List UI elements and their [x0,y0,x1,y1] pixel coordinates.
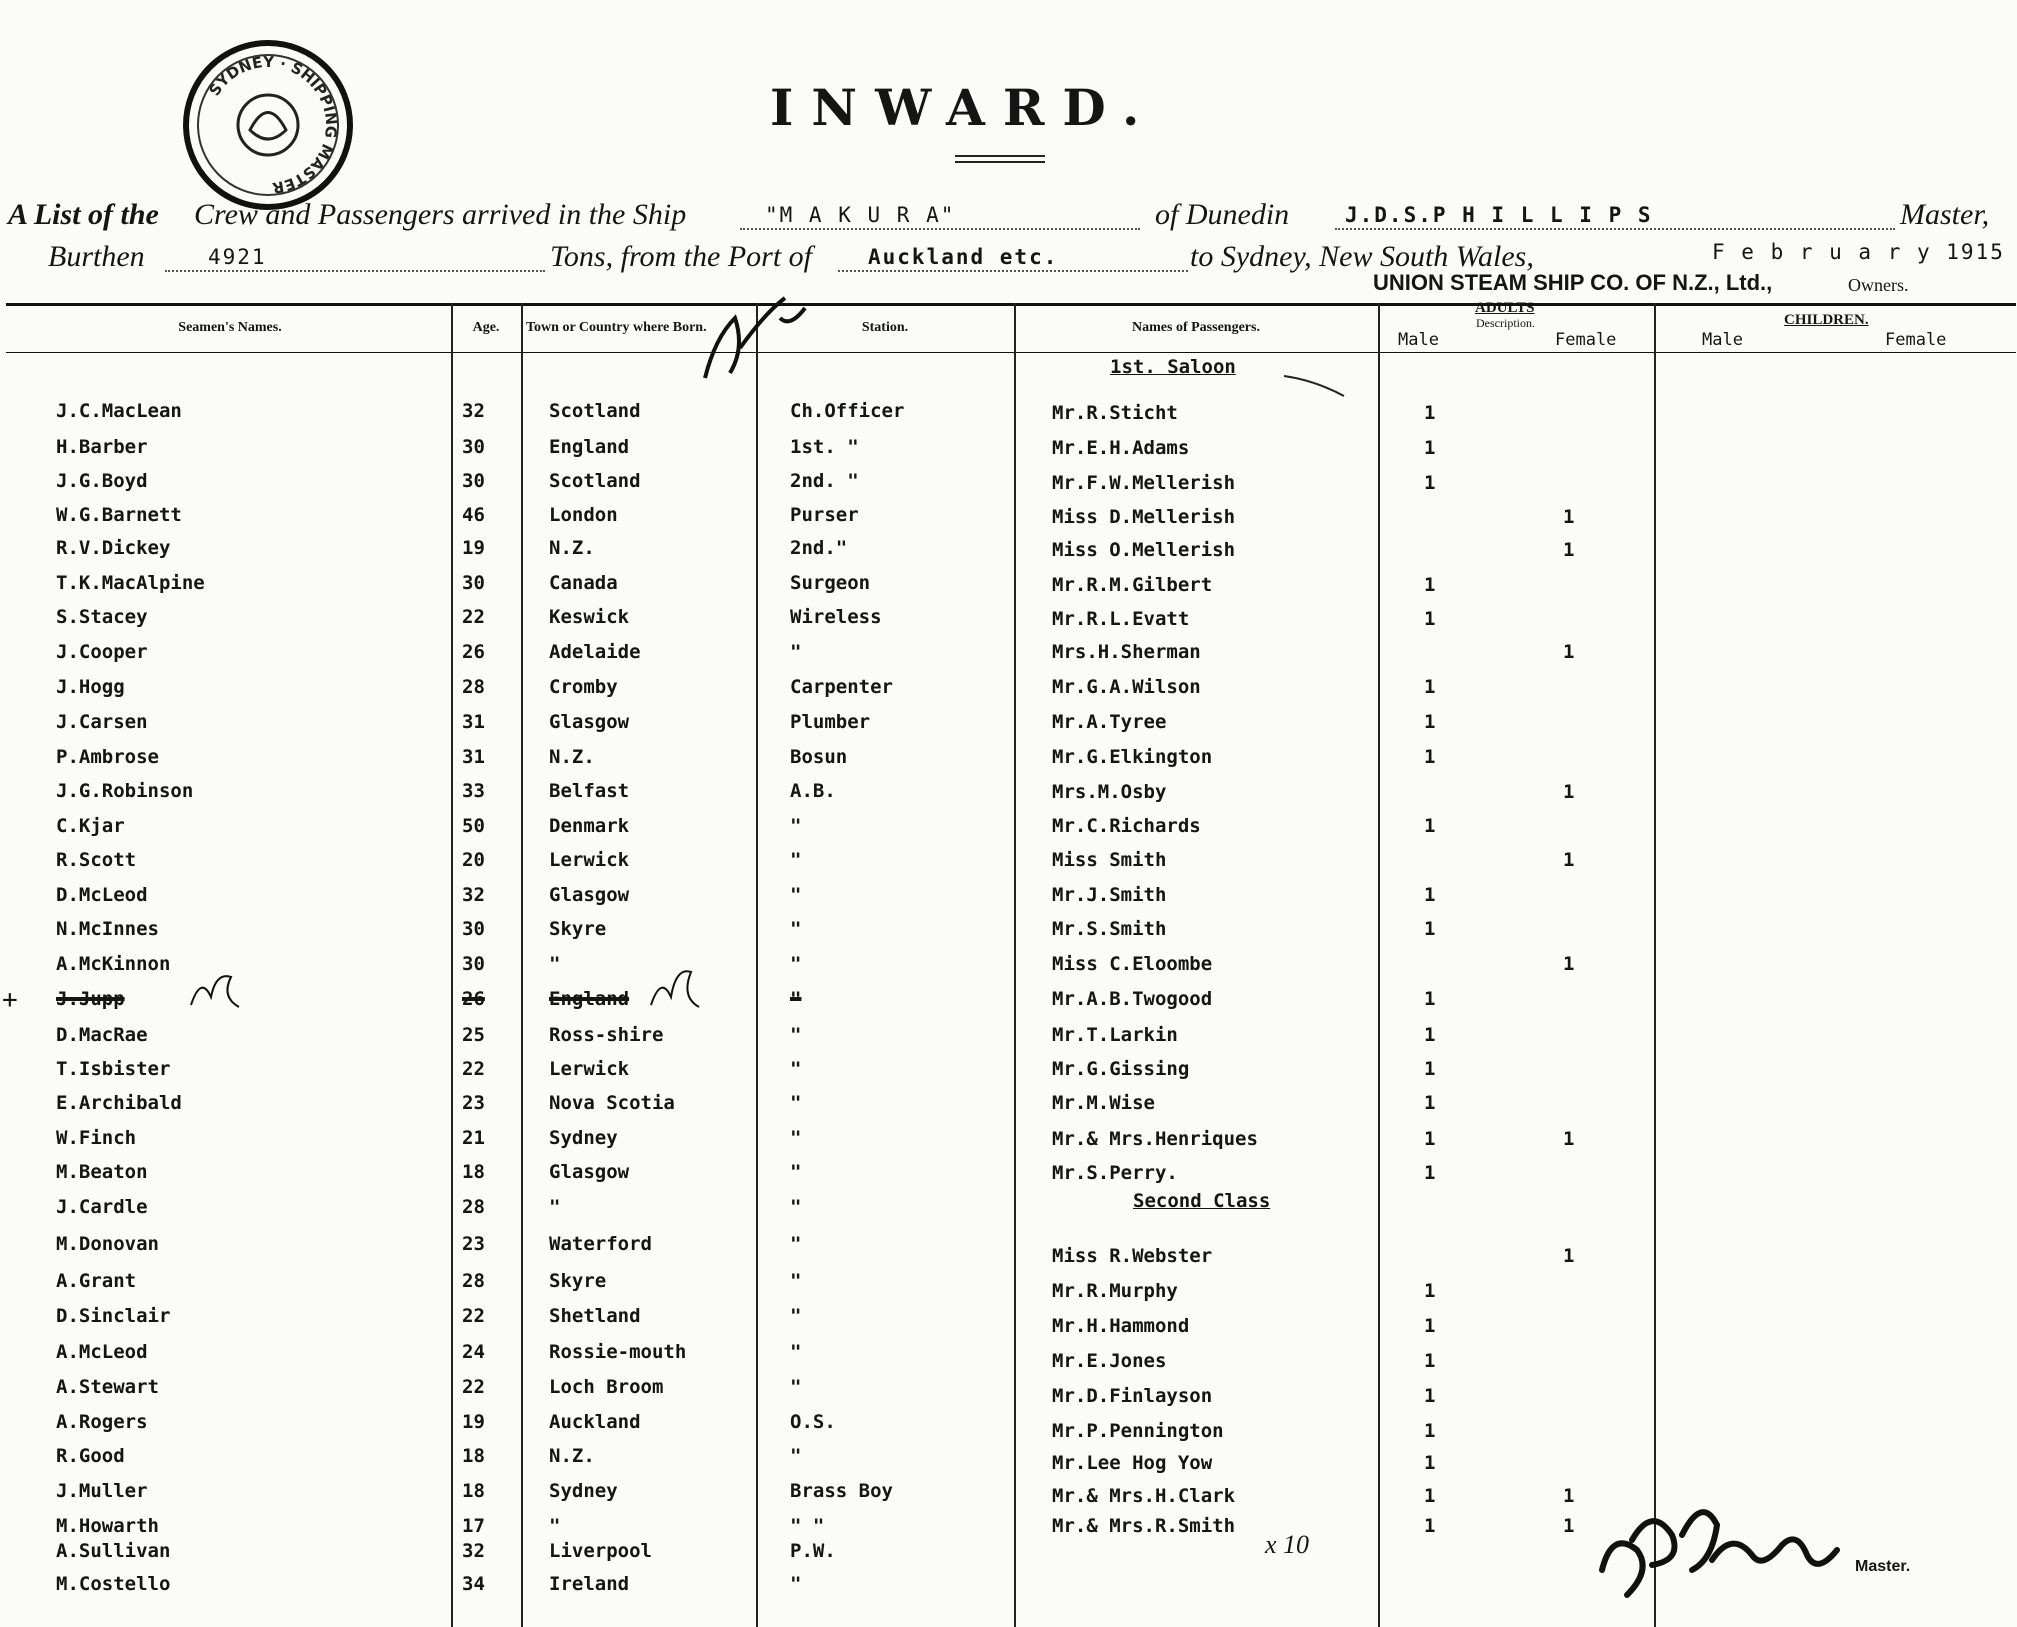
adult-female-count: 1 [1563,849,1575,871]
burthen-value: 4921 [208,245,267,269]
crew-town: Lerwick [549,1058,630,1080]
crew-age: 33 [462,780,485,802]
crew-age: 28 [462,1270,485,1292]
crew-town: Sydney [549,1127,618,1149]
col-seamen: Seamen's Names. [178,320,282,335]
passenger-name: Mr.J.Smith [1052,884,1167,906]
crew-name: A.McLeod [56,1341,148,1363]
crew-town: Lerwick [549,849,630,871]
crew-age: 30 [462,572,485,594]
adult-female-count: 1 [1563,1128,1575,1150]
crew-town: Waterford [549,1233,652,1255]
title-rule-2 [955,161,1045,163]
crew-station: " [790,884,802,906]
crew-age: 30 [462,918,485,940]
crew-station: " [790,1092,802,1114]
burthen-label: Burthen [48,240,145,273]
adult-male-count: 1 [1424,918,1436,940]
master-name: J.D.S.P H I L L I P S [1345,203,1653,227]
crew-station: O.S. [790,1411,836,1433]
crew-name: T.K.MacAlpine [56,572,205,594]
shipping-master-stamp [178,35,358,215]
of-label: of Dunedin [1155,198,1290,231]
crew-town: Adelaide [549,641,641,663]
crew-age: 46 [462,504,485,526]
master-label-header: Master, [1900,198,1990,231]
adult-female-count: 1 [1563,1485,1575,1507]
crew-age: 20 [462,849,485,871]
passenger-name: Mr.A.Tyree [1052,711,1167,733]
crew-town: Nova Scotia [549,1092,675,1114]
adult-female-count: 1 [1563,1245,1575,1267]
col-passengers: Names of Passengers. [1132,320,1260,335]
adult-female-count: 1 [1563,641,1575,663]
crew-name: J.C.MacLean [56,400,182,422]
passenger-name: Mr.T.Larkin [1052,1024,1178,1046]
crew-town: N.Z. [549,1445,595,1467]
crew-station: P.W. [790,1540,836,1562]
crew-town: England [549,436,630,458]
adult-male-count: 1 [1424,746,1436,768]
adult-female-count: 1 [1563,781,1575,803]
adult-male-count: 1 [1424,1162,1436,1184]
handwritten-annotation [695,288,835,388]
crew-town: Cromby [549,676,618,698]
crew-name: D.MacRae [56,1024,148,1046]
crew-station: " [790,815,802,837]
crew-station: " [790,1024,802,1046]
crew-station: " [790,1376,802,1398]
crew-age: 26 [462,988,485,1010]
crew-town: Skyre [549,918,607,940]
crew-town: Rossie-mouth [549,1341,687,1363]
passenger-name: Mr.D.Finlayson [1052,1385,1213,1407]
crew-station: " [790,988,802,1010]
crew-station: Surgeon [790,572,871,594]
passenger-name: Miss R.Webster [1052,1245,1213,1267]
crew-town: " [549,1515,561,1537]
adult-male-count: 1 [1424,711,1436,733]
crew-name: J.Cardle [56,1196,148,1218]
adult-male-count: 1 [1424,1385,1436,1407]
crew-town: Liverpool [549,1540,652,1562]
crew-age: 28 [462,676,485,698]
adult-male-count: 1 [1424,1280,1436,1302]
title-rule [955,155,1045,157]
tons-label: Tons, from the Port of [550,240,812,273]
adult-male-count: 1 [1424,437,1436,459]
crew-station: " [790,1161,802,1183]
crew-station: Bosun [790,746,848,768]
initials-mark [645,955,705,1015]
crew-name: J.Muller [56,1480,148,1502]
crew-name: S.Stacey [56,606,148,628]
adult-male-count: 1 [1424,884,1436,906]
crew-town: Glasgow [549,1161,630,1183]
crew-age: 18 [462,1445,485,1467]
crew-name: R.Good [56,1445,125,1467]
port-value: Auckland etc. [868,245,1059,269]
crew-name: A.Grant [56,1270,137,1292]
crew-age: 22 [462,1058,485,1080]
crew-name: H.Barber [56,436,148,458]
adult-female-count: 1 [1563,539,1575,561]
crew-town: Loch Broom [549,1376,664,1398]
crew-town: N.Z. [549,746,595,768]
crew-town: England [549,988,630,1010]
passenger-name: Mr.A.B.Twogood [1052,988,1213,1010]
crew-station: " [790,1127,802,1149]
crew-name: P.Ambrose [56,746,159,768]
passenger-name: Mr.G.A.Wilson [1052,676,1201,698]
crew-name: N.McInnes [56,918,159,940]
crew-name: J.Carsen [56,711,148,733]
crew-station: " [790,1445,802,1467]
adult-male-count: 1 [1424,608,1436,630]
col-children: CHILDREN. [1784,312,1869,328]
crew-station: Plumber [790,711,871,733]
owners-name: UNION STEAM SHIP CO. OF N.Z., Ltd., [1373,270,1773,295]
to-label: to Sydney, New South Wales, [1190,240,1534,273]
crew-station: 2nd." [790,537,848,559]
crew-age: 22 [462,1376,485,1398]
crew-name: A.McKinnon [56,953,171,975]
adult-male-count: 1 [1424,1420,1436,1442]
crew-town: Glasgow [549,711,630,733]
dotted-rule [165,270,545,272]
crew-name: J.Cooper [56,641,148,663]
crew-town: Shetland [549,1305,641,1327]
passenger-name: Mr.G.Elkington [1052,746,1213,768]
col-adult-female: Female [1555,330,1617,350]
master-label-footer: Master. [1855,1558,1911,1575]
adult-male-count: 1 [1424,1350,1436,1372]
header-prefix: A List of the [8,198,159,231]
crew-age: 24 [462,1341,485,1363]
passenger-name: Mrs.M.Osby [1052,781,1167,803]
adult-female-count: 1 [1563,953,1575,975]
adult-male-count: 1 [1424,1024,1436,1046]
crew-town: Ross-shire [549,1024,664,1046]
crew-age: 23 [462,1092,485,1114]
crew-age: 30 [462,953,485,975]
pen-stroke [1280,372,1350,402]
col-divider [1654,303,1656,1627]
col-age: Age. [472,320,500,335]
crew-age: 32 [462,884,485,906]
crew-name: A.Rogers [56,1411,148,1433]
passenger-name: Mr.R.L.Evatt [1052,608,1190,630]
date-value: F e b r u a r y 1915 [1712,240,2005,264]
crew-age: 18 [462,1480,485,1502]
passenger-name: Mr.G.Gissing [1052,1058,1190,1080]
crew-town: " [549,953,561,975]
col-adults: ADULTS [1475,300,1535,316]
crew-age: 28 [462,1196,485,1218]
ship-name: "M A K U R A" [765,203,956,227]
crew-town: " [549,1196,561,1218]
crew-age: 31 [462,746,485,768]
passenger-name: Miss D.Mellerish [1052,506,1236,528]
crew-name: R.V.Dickey [56,537,171,559]
crew-age: 17 [462,1515,485,1537]
dotted-rule [740,228,1140,230]
col-child-female: Female [1885,330,1947,350]
crew-town: Belfast [549,780,630,802]
crew-age: 19 [462,1411,485,1433]
crew-name: W.Finch [56,1127,137,1149]
crew-name: T.Isbister [56,1058,171,1080]
page-title: INWARD. [770,78,1158,137]
crew-name: A.Sullivan [56,1540,171,1562]
crew-name: C.Kjar [56,815,125,837]
crew-station: Wireless [790,606,882,628]
master-signature [1592,1500,1852,1610]
adult-male-count: 1 [1424,676,1436,698]
crew-station: Purser [790,504,859,526]
adult-male-count: 1 [1424,402,1436,424]
passenger-name: Mr.P.Pennington [1052,1420,1224,1442]
crew-town: Keswick [549,606,630,628]
crew-name: M.Donovan [56,1233,159,1255]
adult-female-count: 1 [1563,1515,1575,1537]
crew-name: A.Stewart [56,1376,159,1398]
dotted-rule [1335,228,1895,230]
dotted-rule [838,270,1188,272]
passenger-name: Mr.& Mrs.H.Clark [1052,1485,1236,1507]
crew-station: " [790,1573,802,1595]
crew-station: " [790,953,802,975]
crew-town: London [549,504,618,526]
adult-male-count: 1 [1424,1128,1436,1150]
crew-name: D.Sinclair [56,1305,171,1327]
crew-station: Carpenter [790,676,893,698]
adult-male-count: 1 [1424,815,1436,837]
crew-name: M.Beaton [56,1161,148,1183]
crew-age: 30 [462,470,485,492]
crew-name: M.Howarth [56,1515,159,1537]
passenger-name: Mr.R.M.Gilbert [1052,574,1213,596]
section-second-class: Second Class [1133,1190,1271,1212]
col-divider [756,303,758,1627]
crew-name: J.G.Robinson [56,780,194,802]
crew-station: " [790,641,802,663]
adult-male-count: 1 [1424,1452,1436,1474]
crew-town: Skyre [549,1270,607,1292]
crew-town: Ireland [549,1573,630,1595]
crew-station: " [790,849,802,871]
adult-female-count: 1 [1563,506,1575,528]
crew-age: 50 [462,815,485,837]
crew-age: 32 [462,1540,485,1562]
crew-name: M.Costello [56,1573,171,1595]
crew-town: Scotland [549,470,641,492]
crew-age: 26 [462,641,485,663]
adult-male-count: 1 [1424,574,1436,596]
table-top-rule [6,303,2016,306]
crew-age: 32 [462,400,485,422]
crew-station: " [790,1196,802,1218]
adult-male-count: 1 [1424,472,1436,494]
crew-station: " [790,1233,802,1255]
crew-town: Denmark [549,815,630,837]
crew-town: Auckland [549,1411,641,1433]
col-divider [521,303,523,1627]
crew-town: Glasgow [549,884,630,906]
crew-name: D.McLeod [56,884,148,906]
passenger-name: Mr.C.Richards [1052,815,1201,837]
crew-name: R.Scott [56,849,137,871]
passenger-name: Mr.S.Smith [1052,918,1167,940]
crew-name: J.Jupp [56,988,125,1010]
adult-male-count: 1 [1424,1315,1436,1337]
crew-station: 2nd. " [790,470,859,492]
col-divider [451,303,453,1627]
crew-station: " [790,1058,802,1080]
passenger-name: Mr.& Mrs.R.Smith [1052,1515,1236,1537]
crew-station: " " [790,1515,825,1537]
crew-town: Canada [549,572,618,594]
crew-age: 30 [462,436,485,458]
adult-male-count: 1 [1424,1515,1436,1537]
handwritten-count: x 10 [1265,1530,1310,1559]
crew-name: W.G.Barnett [56,504,182,526]
col-town: Town or Country where Born. [526,320,707,335]
crew-name: E.Archibald [56,1092,182,1114]
crew-station: Ch.Officer [790,400,905,422]
initials-mark [185,965,245,1015]
passenger-name: Mr.& Mrs.Henriques [1052,1128,1258,1150]
crew-town: Scotland [549,400,641,422]
crew-station: A.B. [790,780,836,802]
passenger-name: Mr.R.Sticht [1052,402,1178,424]
adult-male-count: 1 [1424,1485,1436,1507]
passenger-name: Mr.M.Wise [1052,1092,1155,1114]
col-child-male: Male [1702,330,1743,350]
adult-male-count: 1 [1424,988,1436,1010]
crew-name: J.Hogg [56,676,125,698]
crew-age: 25 [462,1024,485,1046]
crew-town: Sydney [549,1480,618,1502]
crew-age: 34 [462,1573,485,1595]
crew-age: 21 [462,1127,485,1149]
svg-text:SYDNEY · SHIPPING MASTER: SYDNEY · SHIPPING MASTER [205,52,341,197]
crew-name: J.G.Boyd [56,470,148,492]
margin-cross-mark: + [2,985,18,1015]
crew-station: " [790,1305,802,1327]
passenger-name: Mr.E.H.Adams [1052,437,1190,459]
section-first-saloon: 1st. Saloon [1110,356,1236,378]
passenger-name: Mrs.H.Sherman [1052,641,1201,663]
passenger-name: Miss O.Mellerish [1052,539,1236,561]
crew-age: 31 [462,711,485,733]
adult-male-count: 1 [1424,1058,1436,1080]
passenger-name: Mr.F.W.Mellerish [1052,472,1236,494]
passenger-name: Miss C.Eloombe [1052,953,1213,975]
crew-town: N.Z. [549,537,595,559]
crew-station: 1st. " [790,436,859,458]
crew-age: 22 [462,1305,485,1327]
crew-station: " [790,1270,802,1292]
col-divider [1378,303,1380,1627]
crew-station: " [790,918,802,940]
passenger-name: Mr.R.Murphy [1052,1280,1178,1302]
crew-station: " [790,1341,802,1363]
adult-male-count: 1 [1424,1092,1436,1114]
header-text: Crew and Passengers arrived in the Ship [194,198,687,231]
col-station: Station. [861,320,909,335]
passenger-name: Miss Smith [1052,849,1167,871]
crew-age: 18 [462,1161,485,1183]
passenger-name: Mr.S.Perry. [1052,1162,1178,1184]
passenger-name: Mr.Lee Hog Yow [1052,1452,1213,1474]
col-description: Description. [1476,316,1535,330]
crew-age: 22 [462,606,485,628]
crew-age: 23 [462,1233,485,1255]
passenger-name: Mr.E.Jones [1052,1350,1167,1372]
col-divider [1014,303,1016,1627]
passenger-name: Mr.H.Hammond [1052,1315,1190,1337]
crew-age: 19 [462,537,485,559]
owners-label: Owners. [1848,275,1909,295]
crew-station: Brass Boy [790,1480,893,1502]
col-adult-male: Male [1398,330,1439,350]
table-head-rule [6,352,2016,353]
